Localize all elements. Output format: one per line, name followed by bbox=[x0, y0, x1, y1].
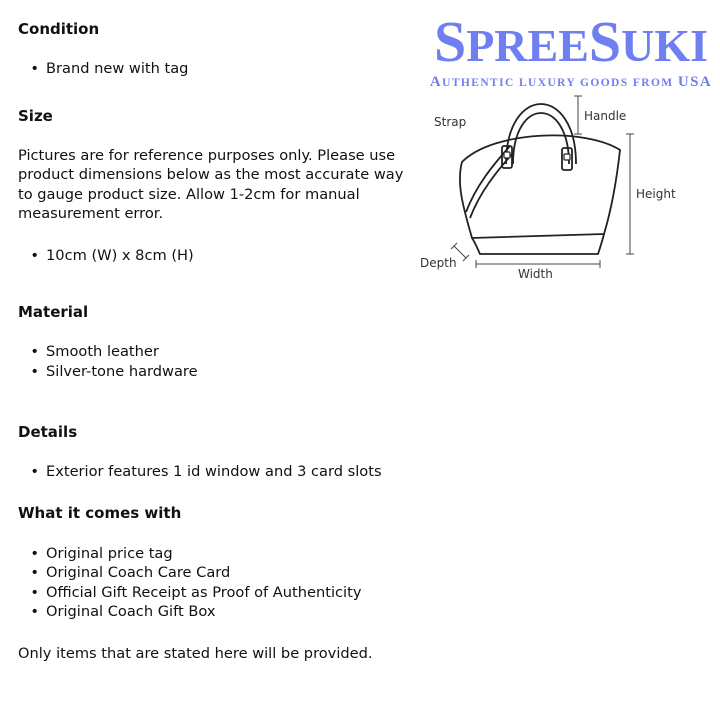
strap-label: Strap bbox=[434, 115, 467, 129]
list-item: • Exterior features 1 id window and 3 card slots bbox=[18, 462, 418, 482]
list-item: • Original price tag bbox=[18, 544, 418, 564]
condition-heading: Condition bbox=[18, 20, 100, 38]
list-item: • 10cm (W) x 8cm (H) bbox=[18, 246, 418, 266]
list-item: • Smooth leather bbox=[18, 342, 418, 362]
logo-title: SPREESUKI bbox=[433, 9, 709, 74]
size-paragraph: Pictures are for reference purposes only. Please use product dimensions below as the most accurate way to gauge product size. Allow 1-2cm for manual measurement error. bbox=[18, 146, 404, 222]
handle-label: Handle bbox=[584, 109, 627, 123]
list-item: • Brand new with tag bbox=[18, 59, 418, 79]
details-heading: Details bbox=[18, 423, 78, 441]
material-list bbox=[18, 342, 418, 381]
handbag-icon bbox=[414, 86, 714, 286]
spreesuki-logo bbox=[424, 9, 718, 91]
depth-label: Depth bbox=[420, 256, 457, 270]
material-heading: Material bbox=[18, 303, 89, 321]
details-list bbox=[18, 462, 418, 482]
product-description bbox=[18, 18, 418, 663]
width-label: Width bbox=[518, 267, 553, 281]
condition-list bbox=[18, 59, 418, 79]
footer-note: Only items that are stated here will be provided. bbox=[18, 644, 373, 662]
list-item: • Original Coach Care Card bbox=[18, 563, 418, 583]
height-label: Height bbox=[636, 187, 676, 201]
logo-tagline: AUTHENTIC LUXURY GOODS FROM USA bbox=[429, 74, 713, 90]
list-item: • Original Coach Gift Box bbox=[18, 602, 418, 622]
comes-with-heading: What it comes with bbox=[18, 503, 182, 522]
size-list bbox=[18, 246, 418, 266]
list-item: • Silver-tone hardware bbox=[18, 362, 418, 382]
size-heading: Size bbox=[18, 106, 53, 125]
handbag-dimensions-diagram bbox=[414, 86, 714, 286]
comes-with-list bbox=[18, 544, 418, 622]
list-item: • Official Gift Receipt as Proof of Authenticity bbox=[18, 583, 418, 603]
